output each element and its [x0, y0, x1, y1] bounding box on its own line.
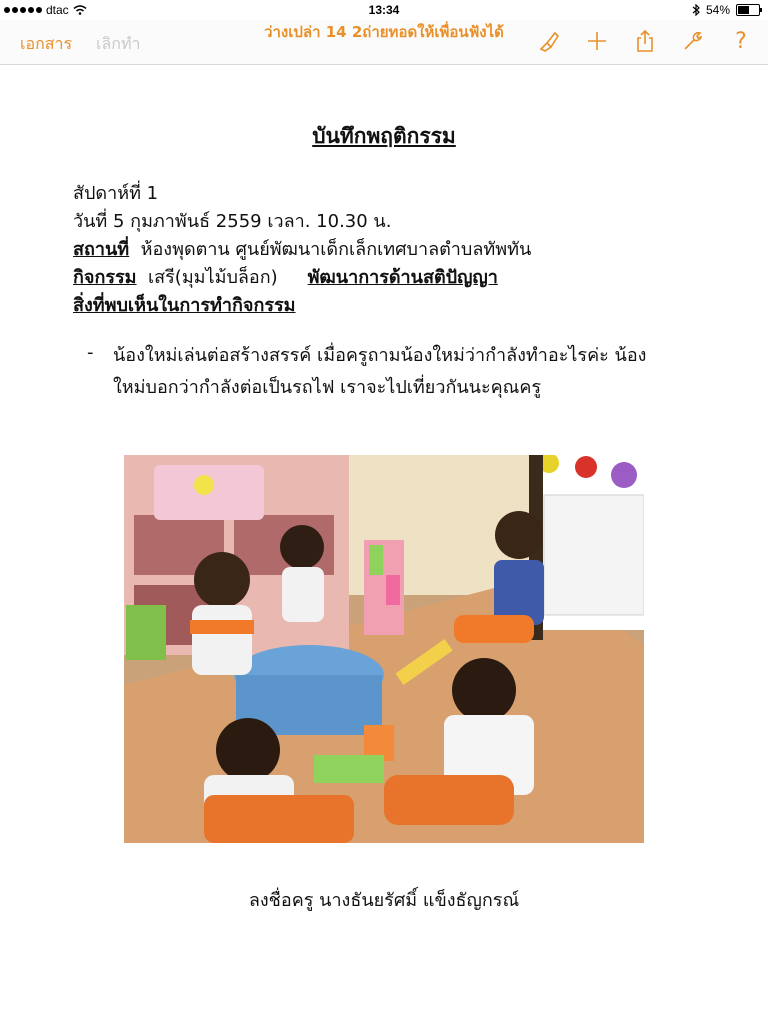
activity-label: กิจกรรม [73, 267, 137, 288]
week-line: สัปดาห์ที่ 1 [73, 183, 159, 204]
document-name[interactable]: ว่างเปล่า 14 2ถ่ายทอดให้เพื่อนฟังได้ [264, 23, 504, 41]
observation-paragraph [113, 340, 713, 404]
plus-icon[interactable] [584, 28, 610, 54]
carrier-name: dtac [46, 3, 69, 17]
wrench-icon[interactable] [680, 28, 706, 54]
status-time: 13:34 [368, 3, 400, 17]
toolbar [0, 20, 768, 65]
battery-percent: 54% [705, 3, 730, 17]
status-bar [0, 0, 768, 20]
place-line [73, 234, 531, 263]
found-label: สิ่งที่พบเห็นในการทำกิจกรรม [73, 295, 296, 316]
documents-button[interactable]: เอกสาร [20, 34, 73, 53]
status-right [692, 3, 760, 17]
teacher-signature: ลงชื่อครู นางธันยรัศมิ์ แข็งธัญกรณ์ [248, 890, 520, 911]
bluetooth-icon [692, 4, 700, 16]
paintbrush-icon[interactable] [536, 28, 562, 54]
activity-value: เสรี(มุมไม้บล็อก) [136, 267, 278, 288]
found-line [73, 290, 296, 319]
classroom-photo[interactable] [124, 455, 644, 843]
place-value: ห้องพุดตาน ศูนย์พัฒนาเด็กเล็กเทศบาลตำบลทัพทัน [129, 239, 532, 260]
share-icon[interactable] [632, 28, 658, 54]
bullet-marker: - [87, 342, 94, 363]
battery-fill [738, 6, 749, 14]
activity-line [73, 262, 498, 291]
observation-line-2: ใหม่บอกว่ากำลังต่อเป็นรถไฟ เราจะไปเที่ยวกันนะคุณครู [113, 377, 542, 398]
undo-button[interactable]: เลิกทำ [96, 34, 141, 53]
date-line: วันที่ 5 กุมภาพันธ์ 2559 เวลา. 10.30 น. [73, 211, 392, 232]
help-icon[interactable]: ? [735, 28, 747, 54]
page-title: บันทึกพฤติกรรม [312, 124, 456, 148]
toolbar-icons [536, 28, 754, 54]
development-label: พัฒนาการด้านสติปัญญา [307, 267, 498, 288]
observation-line-1: น้องใหม่เล่นต่อสร้างสรรค์ เมื่อครูถามน้องใหม่ว่ากำลังทำอะไรค่ะ น้อง [113, 345, 647, 366]
place-label: สถานที่ [73, 239, 130, 260]
battery-icon [736, 4, 760, 16]
